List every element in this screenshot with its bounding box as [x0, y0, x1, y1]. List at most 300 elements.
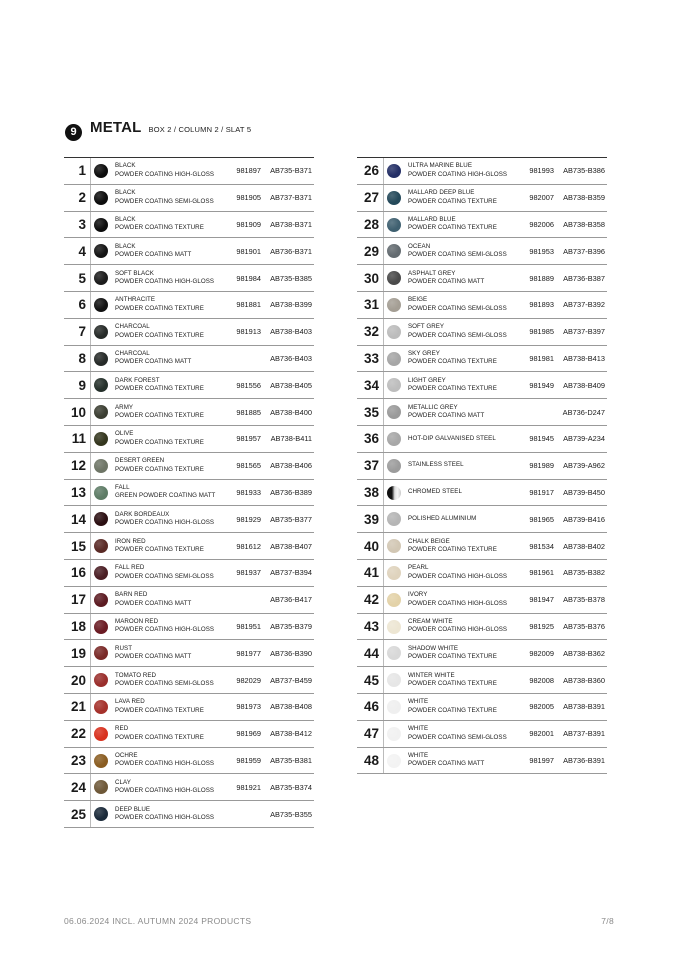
color-number: 8 — [78, 350, 86, 366]
row-divider — [90, 748, 91, 774]
color-row — [357, 506, 607, 533]
color-name: CREAM WHITE — [408, 617, 453, 625]
row-divider — [90, 694, 91, 720]
reference-code: AB735-B379 — [270, 621, 312, 631]
color-finish: POWDER COATING TEXTURE — [115, 438, 204, 446]
footer-date: 06.06.2024 INCL. AUTUMN 2024 PRODUCTS — [64, 916, 252, 926]
color-name: WHITE — [408, 751, 429, 759]
color-swatch — [94, 673, 108, 687]
row-divider — [383, 587, 384, 613]
color-name: SKY GREY — [408, 349, 440, 357]
row-divider — [90, 372, 91, 398]
color-name: CHALK BEIGE — [408, 537, 450, 545]
color-finish: POWDER COATING TEXTURE — [408, 653, 497, 661]
color-name: OCHRE — [115, 751, 138, 759]
reference-code: AB736-B371 — [270, 246, 312, 256]
article-code: 981612 — [236, 541, 261, 551]
color-row — [64, 533, 314, 560]
color-name-block — [115, 480, 230, 506]
color-swatch — [94, 325, 108, 339]
color-finish: POWDER COATING TEXTURE — [115, 385, 204, 393]
row-divider — [383, 721, 384, 747]
color-row — [64, 292, 314, 319]
row-divider — [90, 533, 91, 559]
row-divider — [90, 292, 91, 318]
color-swatch — [94, 244, 108, 258]
article-code — [221, 801, 261, 827]
section-subtitle: BOX 2 / COLUMN 2 / SLAT 5 — [148, 125, 252, 134]
color-name-block — [408, 560, 523, 586]
color-name-block — [408, 158, 523, 184]
color-name-block — [408, 238, 523, 264]
color-row — [357, 480, 607, 507]
color-name: WHITE — [408, 725, 429, 733]
color-number: 13 — [70, 484, 86, 500]
color-finish: POWDER COATING TEXTURE — [408, 546, 497, 554]
color-number: 38 — [363, 484, 379, 500]
color-name: MAROON RED — [115, 617, 159, 625]
reference-code: AB738-B407 — [270, 541, 312, 551]
color-row — [357, 185, 607, 212]
article-code: 981889 — [529, 273, 554, 283]
reference-code: AB738-B359 — [563, 193, 605, 203]
color-row — [357, 667, 607, 694]
color-swatch — [94, 566, 108, 580]
article-code: 981947 — [529, 595, 554, 605]
article-code: 981969 — [236, 729, 261, 739]
article-code: 981929 — [236, 514, 261, 524]
row-divider — [383, 399, 384, 425]
color-number: 45 — [363, 672, 379, 688]
article-code: 981985 — [529, 327, 554, 337]
reference-code: AB739-A962 — [563, 461, 605, 471]
color-row — [64, 426, 314, 453]
color-number: 26 — [363, 163, 379, 179]
color-row — [64, 694, 314, 721]
reference-code: AB738-B400 — [270, 407, 312, 417]
reference-code: AB737-B371 — [270, 193, 312, 203]
color-name-block — [115, 587, 230, 613]
reference-code: AB738-B403 — [270, 327, 312, 337]
row-divider — [90, 614, 91, 640]
color-row — [357, 533, 607, 560]
color-number: 2 — [78, 190, 86, 206]
color-swatch — [387, 593, 401, 607]
color-number: 44 — [363, 645, 379, 661]
color-name: ULTRA MARINE BLUE — [408, 162, 472, 170]
color-number: 43 — [363, 618, 379, 634]
reference-code: AB739-B450 — [563, 487, 605, 497]
color-finish: POWDER COATING TEXTURE — [115, 733, 204, 741]
color-number: 7 — [78, 324, 86, 340]
color-name: ARMY — [115, 403, 134, 411]
color-swatch — [387, 700, 401, 714]
color-name-block — [408, 533, 523, 559]
color-name-block — [408, 667, 523, 693]
color-row — [64, 721, 314, 748]
reference-code: AB736-B389 — [270, 487, 312, 497]
color-swatch — [387, 512, 401, 526]
row-divider — [383, 346, 384, 372]
color-row — [64, 372, 314, 399]
row-divider — [90, 480, 91, 506]
color-name: RUST — [115, 644, 133, 652]
color-row — [64, 560, 314, 587]
reference-code: AB737-B396 — [563, 246, 605, 256]
color-number: 19 — [70, 645, 86, 661]
color-swatch — [387, 218, 401, 232]
row-divider — [90, 265, 91, 291]
color-name: BEIGE — [408, 296, 428, 304]
section-title: METAL — [90, 119, 142, 136]
row-divider — [383, 185, 384, 211]
color-name-block — [115, 667, 230, 693]
color-number: 37 — [363, 458, 379, 474]
color-finish: POWDER COATING TEXTURE — [115, 465, 204, 473]
color-swatch — [94, 512, 108, 526]
color-name: HOT-DIP GALVANISED STEEL — [408, 434, 496, 442]
color-swatch — [94, 298, 108, 312]
article-code: 981981 — [529, 353, 554, 363]
article-code: 981901 — [236, 246, 261, 256]
color-name-block — [115, 560, 230, 586]
color-row — [64, 212, 314, 239]
article-code: 981945 — [529, 434, 554, 444]
reference-code: AB735-B381 — [270, 755, 312, 765]
color-finish: GREEN POWDER COATING MATT — [115, 492, 216, 500]
color-name: BLACK — [115, 242, 136, 250]
color-number: 39 — [363, 511, 379, 527]
article-code: 981905 — [236, 193, 261, 203]
color-number: 10 — [70, 404, 86, 420]
color-name-block — [115, 453, 230, 479]
color-name: FALL — [115, 483, 130, 491]
color-number: 16 — [70, 565, 86, 581]
color-name-block — [115, 158, 230, 184]
article-code: 981997 — [529, 755, 554, 765]
color-row — [357, 640, 607, 667]
color-finish: POWDER COATING MATT — [115, 599, 192, 607]
row-divider — [90, 158, 91, 184]
color-number: 6 — [78, 297, 86, 313]
color-swatch — [94, 405, 108, 419]
reference-code: AB738-B406 — [270, 461, 312, 471]
row-divider — [90, 774, 91, 800]
color-name-block — [408, 453, 523, 479]
color-number: 34 — [363, 377, 379, 393]
color-swatch — [387, 459, 401, 473]
color-number: 21 — [70, 699, 86, 715]
color-swatch — [387, 164, 401, 178]
reference-code: AB736-B403 — [270, 353, 312, 363]
color-list-right — [357, 157, 607, 774]
color-finish: POWDER COATING TEXTURE — [408, 224, 497, 232]
row-divider — [90, 426, 91, 452]
color-finish: POWDER COATING HIGH-GLOSS — [408, 626, 508, 634]
reference-code: AB737-B397 — [563, 327, 605, 337]
color-row — [357, 212, 607, 239]
article-code: 981937 — [236, 568, 261, 578]
row-divider — [383, 614, 384, 640]
article-code: 981933 — [236, 487, 261, 497]
color-row — [64, 399, 314, 426]
color-name-block — [115, 533, 230, 559]
row-divider — [383, 319, 384, 345]
row-divider — [383, 506, 384, 532]
color-row — [64, 801, 314, 828]
color-row — [64, 265, 314, 292]
color-name: WHITE — [408, 698, 429, 706]
color-row — [357, 614, 607, 641]
color-row — [357, 319, 607, 346]
color-swatch — [94, 620, 108, 634]
color-swatch — [387, 754, 401, 768]
color-row — [64, 238, 314, 265]
color-row — [357, 721, 607, 748]
row-divider — [90, 185, 91, 211]
article-code: 981993 — [529, 166, 554, 176]
color-name-block — [115, 748, 230, 774]
color-number: 29 — [363, 243, 379, 259]
color-finish: POWDER COATING HIGH-GLOSS — [115, 626, 215, 634]
reference-code: AB736-B387 — [563, 273, 605, 283]
color-finish: POWDER COATING HIGH-GLOSS — [115, 278, 215, 286]
color-swatch — [94, 807, 108, 821]
reference-code: AB739-B416 — [563, 514, 605, 524]
article-code: 981909 — [236, 219, 261, 229]
color-row — [357, 426, 607, 453]
reference-code: AB735-B376 — [563, 621, 605, 631]
article-code — [514, 399, 554, 425]
article-code — [221, 587, 261, 613]
article-code: 981565 — [236, 461, 261, 471]
color-swatch — [387, 378, 401, 392]
color-swatch — [387, 405, 401, 419]
color-row — [357, 158, 607, 185]
article-code: 982001 — [529, 729, 554, 739]
page-footer — [64, 916, 614, 926]
color-swatch — [94, 780, 108, 794]
color-name: CHARCOAL — [115, 323, 150, 331]
color-number: 32 — [363, 324, 379, 340]
color-row — [64, 640, 314, 667]
color-number: 12 — [70, 458, 86, 474]
row-divider — [90, 667, 91, 693]
color-number: 28 — [363, 216, 379, 232]
article-code: 981897 — [236, 166, 261, 176]
color-finish: POWDER COATING HIGH-GLOSS — [115, 760, 215, 768]
color-name-block — [408, 480, 523, 506]
color-name: IVORY — [408, 591, 428, 599]
color-name-block — [408, 319, 523, 345]
article-code: 982006 — [529, 219, 554, 229]
color-number: 42 — [363, 592, 379, 608]
color-finish: POWDER COATING MATT — [115, 358, 192, 366]
article-code: 981921 — [236, 782, 261, 792]
article-code: 981913 — [236, 327, 261, 337]
row-divider — [90, 238, 91, 264]
color-row — [357, 372, 607, 399]
color-swatch — [94, 271, 108, 285]
reference-code: AB735-B374 — [270, 782, 312, 792]
color-row — [357, 292, 607, 319]
reference-code: AB738-B399 — [270, 300, 312, 310]
reference-code: AB735-B378 — [563, 595, 605, 605]
row-divider — [383, 212, 384, 238]
reference-code: AB738-B402 — [563, 541, 605, 551]
color-number: 24 — [70, 779, 86, 795]
color-finish: POWDER COATING HIGH-GLOSS — [408, 170, 508, 178]
color-finish: POWDER COATING HIGH-GLOSS — [408, 572, 508, 580]
color-name: CHROMED STEEL — [408, 488, 462, 496]
color-name-block — [408, 346, 523, 372]
color-number: 36 — [363, 431, 379, 447]
reference-code: AB738-B358 — [563, 219, 605, 229]
article-code: 981989 — [529, 461, 554, 471]
row-divider — [383, 292, 384, 318]
color-row — [64, 453, 314, 480]
color-row — [64, 587, 314, 614]
article-code: 982005 — [529, 702, 554, 712]
section-number-badge: 9 — [65, 124, 82, 141]
color-name: DESERT GREEN — [115, 457, 165, 465]
color-name: LIGHT GREY — [408, 376, 446, 384]
color-finish: POWDER COATING MATT — [408, 412, 485, 420]
color-name: SOFT BLACK — [115, 269, 154, 277]
color-number: 27 — [363, 190, 379, 206]
color-name-block — [115, 212, 230, 238]
row-divider — [383, 453, 384, 479]
article-code: 982029 — [236, 675, 261, 685]
row-divider — [90, 319, 91, 345]
color-finish: POWDER COATING TEXTURE — [408, 385, 497, 393]
color-name: DARK BORDEAUX — [115, 510, 170, 518]
row-divider — [383, 480, 384, 506]
color-row — [64, 158, 314, 185]
reference-code: AB738-B391 — [563, 702, 605, 712]
color-swatch — [387, 244, 401, 258]
color-number: 17 — [70, 592, 86, 608]
reference-code: AB736-B391 — [563, 755, 605, 765]
color-swatch — [387, 486, 401, 500]
article-code: 981961 — [529, 568, 554, 578]
article-code: 981953 — [529, 246, 554, 256]
color-name-block — [115, 185, 230, 211]
color-name: IRON RED — [115, 537, 146, 545]
color-name-block — [115, 399, 230, 425]
color-number: 23 — [70, 752, 86, 768]
color-swatch — [94, 646, 108, 660]
color-swatch — [94, 191, 108, 205]
reference-code: AB738-B371 — [270, 219, 312, 229]
row-divider — [383, 748, 384, 774]
color-row — [357, 265, 607, 292]
color-name: BARN RED — [115, 591, 148, 599]
color-finish: POWDER COATING SEMI-GLOSS — [408, 304, 507, 312]
color-swatch — [94, 486, 108, 500]
color-name-block — [408, 292, 523, 318]
reference-code: AB736-B390 — [270, 648, 312, 658]
color-row — [64, 480, 314, 507]
article-code: 981973 — [236, 702, 261, 712]
color-swatch — [387, 727, 401, 741]
row-divider — [90, 453, 91, 479]
color-number: 47 — [363, 726, 379, 742]
color-swatch — [94, 593, 108, 607]
color-name-block — [115, 506, 230, 532]
reference-code: AB738-B360 — [563, 675, 605, 685]
color-name-block — [408, 426, 523, 452]
reference-code: AB735-B382 — [563, 568, 605, 578]
color-name-block — [408, 694, 523, 720]
reference-code: AB738-B413 — [563, 353, 605, 363]
color-name-block — [115, 319, 230, 345]
color-swatch — [94, 700, 108, 714]
color-number: 31 — [363, 297, 379, 313]
color-name-block — [115, 265, 230, 291]
row-divider — [90, 587, 91, 613]
color-name: STAINLESS STEEL — [408, 461, 464, 469]
color-row — [357, 694, 607, 721]
color-number: 46 — [363, 699, 379, 715]
color-name: LAVA RED — [115, 698, 145, 706]
article-code: 981977 — [236, 648, 261, 658]
color-name-block — [115, 614, 230, 640]
reference-code: AB737-B391 — [563, 729, 605, 739]
article-code: 981556 — [236, 380, 261, 390]
color-finish: POWDER COATING TEXTURE — [115, 546, 204, 554]
color-swatch — [94, 754, 108, 768]
color-number: 41 — [363, 565, 379, 581]
color-name: BLACK — [115, 189, 136, 197]
color-row — [64, 506, 314, 533]
color-row — [64, 614, 314, 641]
reference-code: AB738-B405 — [270, 380, 312, 390]
color-number: 30 — [363, 270, 379, 286]
color-number: 25 — [70, 806, 86, 822]
color-name: DARK FOREST — [115, 376, 160, 384]
reference-code: AB739-A234 — [563, 434, 605, 444]
row-divider — [90, 560, 91, 586]
color-name: MALLARD DEEP BLUE — [408, 189, 475, 197]
color-list-left — [64, 157, 314, 828]
article-code: 981893 — [529, 300, 554, 310]
color-name: CLAY — [115, 778, 131, 786]
color-number: 4 — [78, 243, 86, 259]
color-finish: POWDER COATING TEXTURE — [115, 706, 204, 714]
color-swatch — [94, 218, 108, 232]
article-code: 981881 — [236, 300, 261, 310]
color-swatch — [387, 191, 401, 205]
color-name-block — [408, 640, 523, 666]
color-finish: POWDER COATING TEXTURE — [408, 358, 497, 366]
color-number: 35 — [363, 404, 379, 420]
section-header — [65, 119, 251, 138]
article-code: 981885 — [236, 407, 261, 417]
color-name: BLACK — [115, 162, 136, 170]
color-row — [357, 560, 607, 587]
color-finish: POWDER COATING TEXTURE — [408, 680, 497, 688]
color-name-block — [408, 748, 523, 774]
reference-code: AB735-B371 — [270, 166, 312, 176]
reference-code: AB736-D247 — [562, 407, 605, 417]
reference-code: AB738-B362 — [563, 648, 605, 658]
color-row — [64, 346, 314, 373]
row-divider — [383, 372, 384, 398]
color-row — [357, 453, 607, 480]
row-divider — [90, 399, 91, 425]
color-finish: POWDER COATING MATT — [115, 653, 192, 661]
